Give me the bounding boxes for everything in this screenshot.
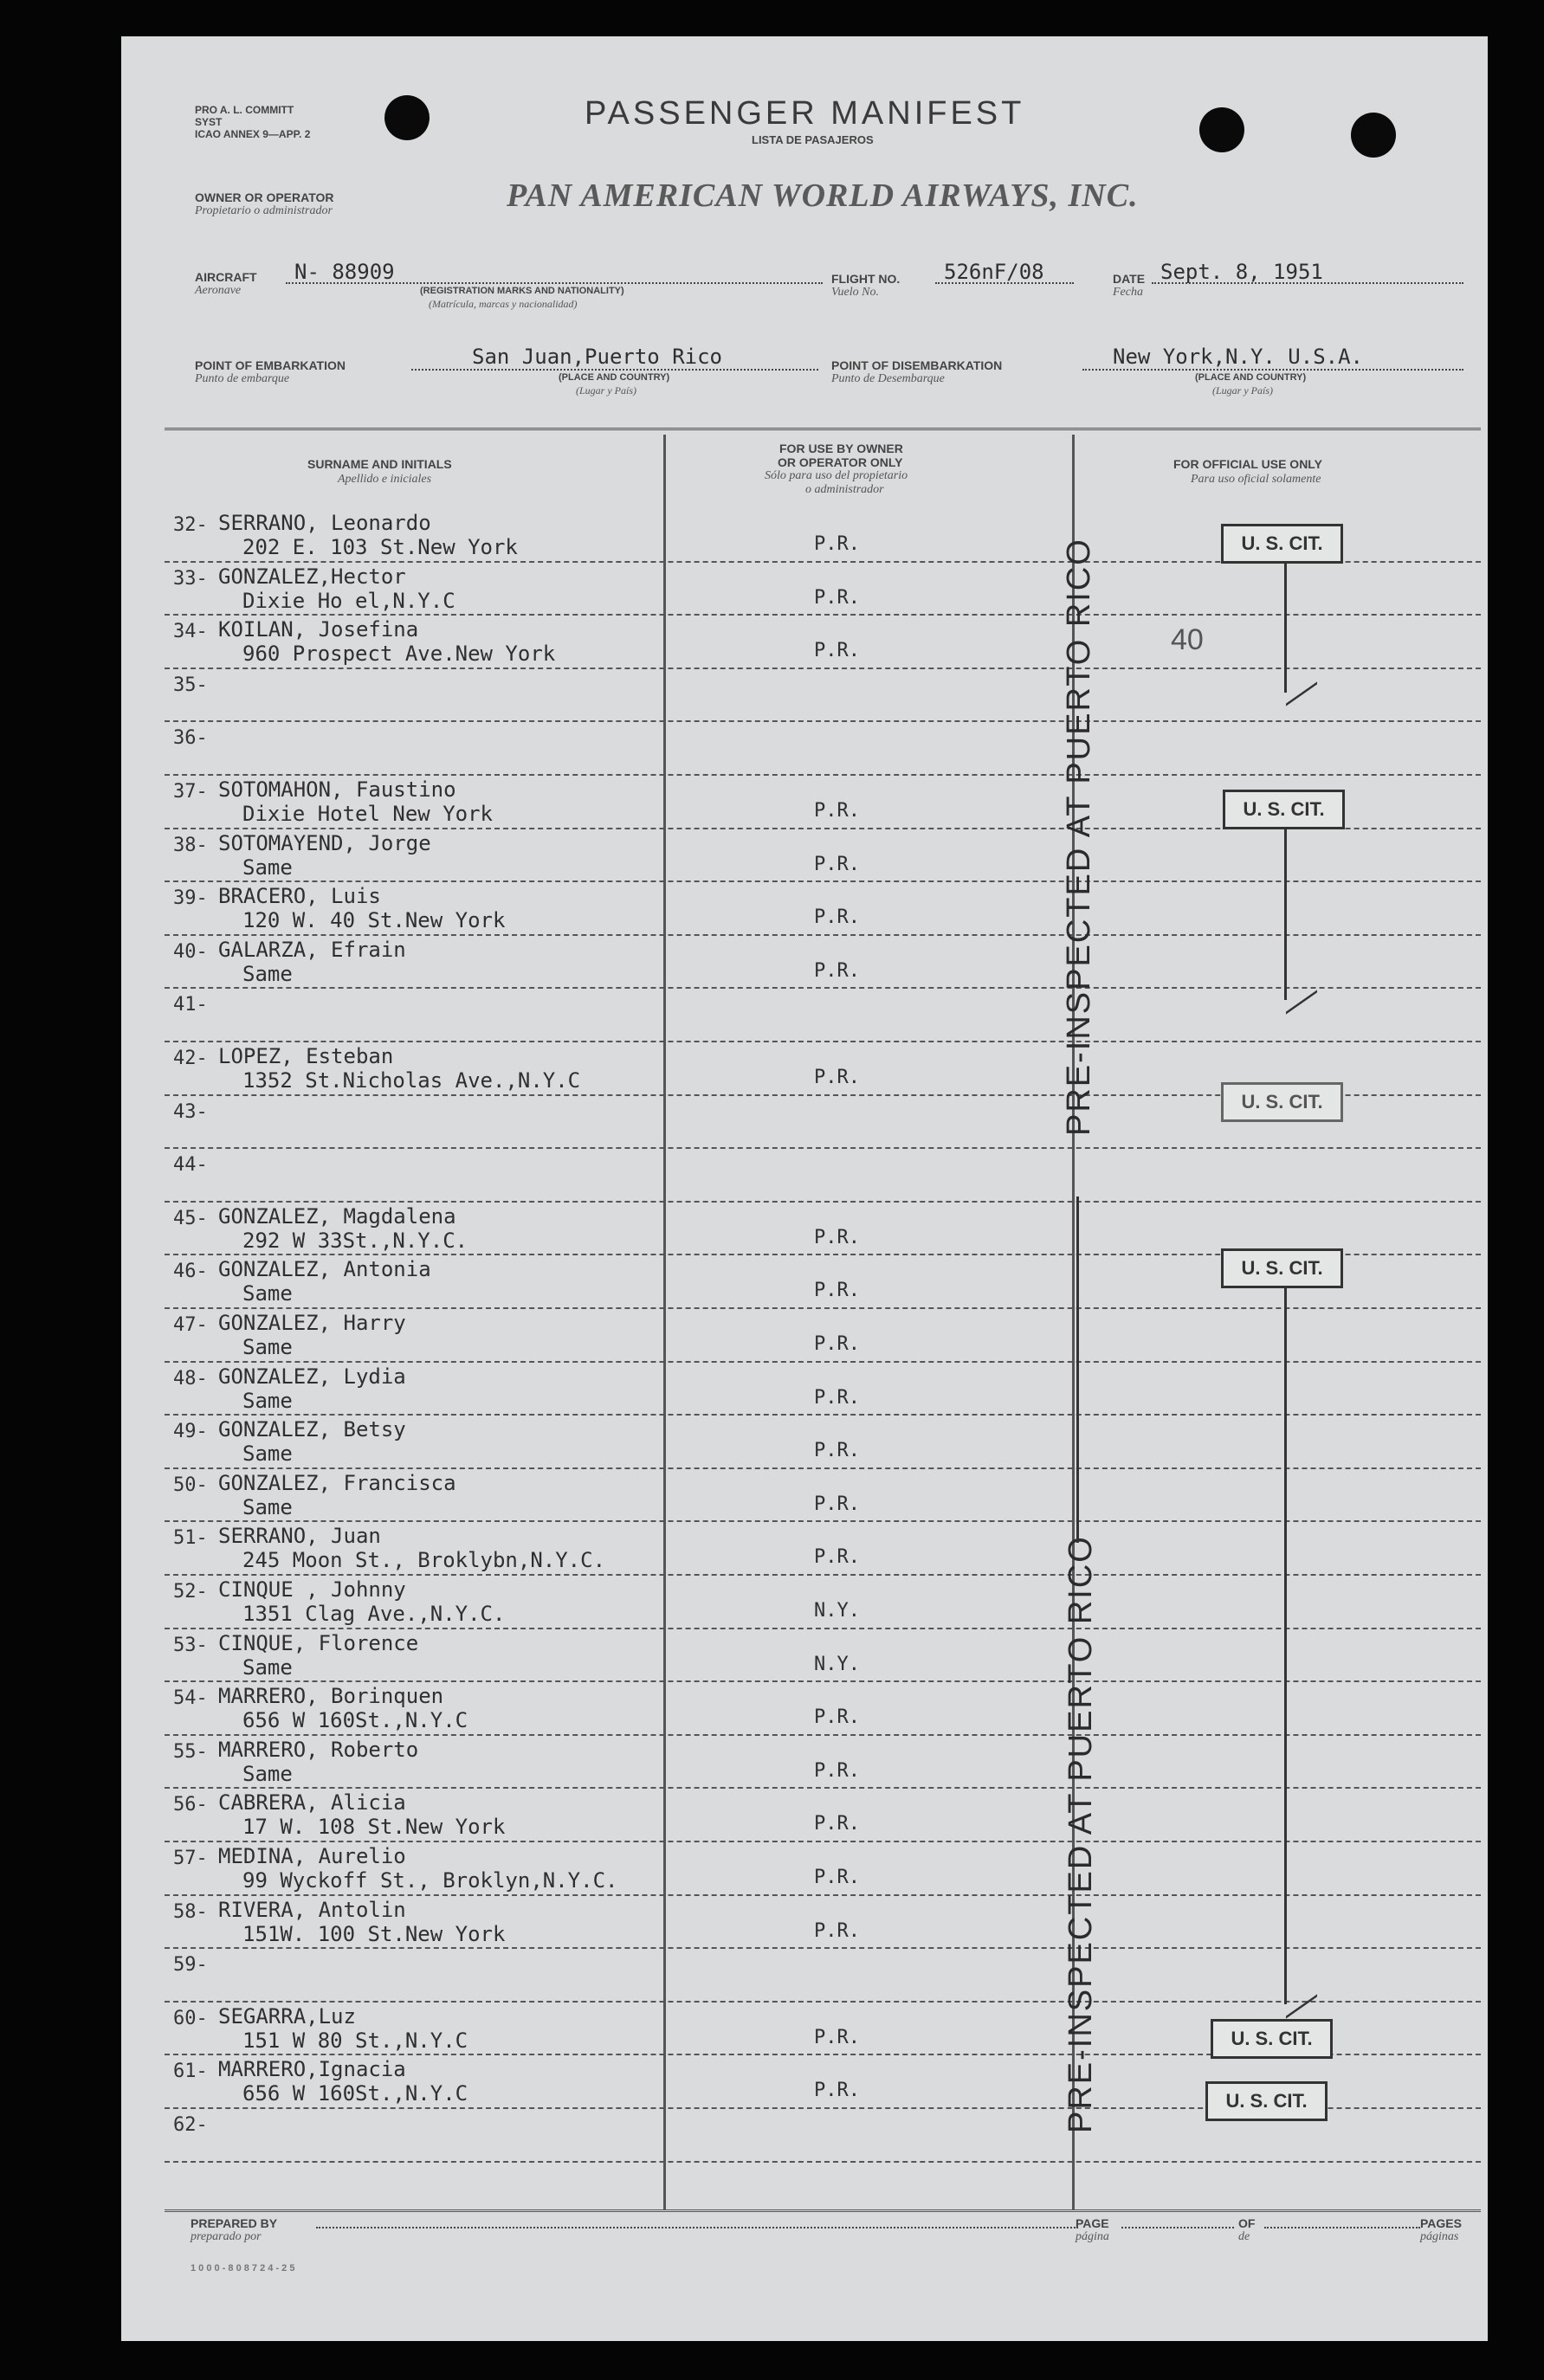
row-number: 43- — [173, 1100, 208, 1123]
col-surname-header-es: Apellido e iniciales — [338, 473, 432, 486]
row-rule — [165, 934, 1481, 936]
pages-label: PAGES — [1420, 2216, 1462, 2230]
page-label: PAGE — [1076, 2216, 1109, 2230]
embarkation-label-es: Punto de embarque — [195, 372, 290, 385]
row-number: 42- — [173, 1048, 208, 1069]
disembarkation-underline — [1082, 369, 1463, 371]
passenger-address: 656 W 160St.,N.Y.C — [242, 1708, 468, 1733]
row-rule — [165, 1787, 1481, 1789]
of-line — [1264, 2227, 1420, 2228]
embarkation-caption-es: (Lugar y País) — [576, 384, 636, 397]
row-rule — [165, 1361, 1481, 1363]
row-number: 53- — [173, 1634, 208, 1656]
col-owner-header-2: OR OPERATOR ONLY — [778, 455, 903, 469]
row-number: 41- — [173, 994, 208, 1016]
passenger-name: CABRERA, Alicia — [218, 1790, 406, 1816]
bracket-line — [1284, 827, 1287, 1000]
table-top-rule — [165, 428, 1481, 430]
us-cit-stamp: U. S. CIT. — [1221, 1082, 1343, 1122]
row-number: 47- — [173, 1314, 208, 1336]
flight-label: FLIGHT NO. — [831, 272, 901, 286]
passenger-name: GONZALEZ, Lydia — [218, 1364, 406, 1389]
row-number: 61- — [173, 2061, 208, 2083]
aircraft-label-es: Aeronave — [195, 284, 242, 297]
row-rule — [165, 1841, 1481, 1842]
flight-value: 526nF/08 — [944, 260, 1044, 284]
owner-use-mark: P.R. — [814, 1280, 860, 1302]
preinspected-stamp: PRE-INSPECTED AT PUERTO RICO — [1061, 538, 1097, 1136]
row-rule — [165, 1680, 1481, 1682]
passenger-address: Same — [242, 1281, 293, 1306]
owner-use-mark: N.Y. — [814, 1653, 860, 1675]
passenger-address: Dixie Hotel New York — [242, 802, 493, 826]
passenger-address: Same — [242, 1494, 293, 1519]
passenger-name: CINQUE, Florence — [218, 1630, 419, 1655]
row-number: 40- — [173, 940, 208, 963]
owner-use-mark: P.R. — [814, 1440, 860, 1462]
us-cit-stamp: U. S. CIT. — [1223, 790, 1345, 829]
embarkation-label: POINT OF EMBARKATION — [195, 358, 346, 372]
disembarkation-label: POINT OF DISEMBARKATION — [831, 358, 1003, 372]
preinspected-stamp: PRE-INSPECTED AT PUERTO RICO — [1063, 1535, 1099, 2133]
passenger-name: MEDINA, Aurelio — [218, 1844, 406, 1868]
date-underline — [1152, 282, 1463, 284]
disembarkation-caption-es: (Lugar y País) — [1212, 384, 1273, 397]
owner-use-mark: P.R. — [814, 1546, 860, 1569]
passenger-address: 151 W 80 St.,N.Y.C — [242, 2028, 468, 2053]
manifest-sheet — [121, 36, 1488, 2341]
passenger-name: GONZALEZ, Betsy — [218, 1417, 406, 1442]
embarkation-caption: (PLACE AND COUNTRY) — [559, 372, 670, 383]
punch-hole — [1199, 107, 1244, 152]
row-number: 54- — [173, 1687, 208, 1710]
passenger-name: KOILAN, Josefina — [218, 617, 419, 642]
owner-use-mark: P.R. — [814, 1813, 860, 1835]
col-owner-header-es-2: o administrador — [805, 483, 884, 496]
owner-use-mark: P.R. — [814, 959, 860, 982]
row-rule — [165, 987, 1481, 989]
us-cit-stamp: U. S. CIT. — [1205, 2081, 1328, 2121]
date-label-es: Fecha — [1113, 286, 1143, 299]
row-rule — [165, 1734, 1481, 1736]
passenger-name: GONZALEZ, Magdalena — [218, 1203, 456, 1229]
row-rule — [165, 1414, 1481, 1416]
page-subtitle: LISTA DE PASAJEROS — [752, 133, 874, 146]
row-rule — [165, 1947, 1481, 1949]
col-official-header: FOR OFFICIAL USE ONLY — [1173, 457, 1322, 471]
row-rule — [165, 774, 1481, 776]
passenger-name: SEGARRA,Luz — [218, 2003, 356, 2028]
row-number: 38- — [173, 834, 208, 856]
check-mark — [1286, 659, 1317, 706]
passenger-name: BRACERO, Luis — [218, 884, 381, 909]
us-cit-stamp: U. S. CIT. — [1221, 1248, 1343, 1288]
row-number: 37- — [173, 781, 208, 803]
col-surname-header: SURNAME AND INITIALS — [307, 457, 452, 471]
owner-label-es: Propietario o administrador — [195, 204, 333, 217]
passenger-name: CINQUE , Johnny — [218, 1577, 406, 1602]
owner-use-mark: P.R. — [814, 906, 860, 929]
row-rule — [165, 1520, 1481, 1522]
passenger-name: GONZALEZ,Hector — [218, 564, 406, 589]
passenger-address: 151W. 100 St.New York — [242, 1921, 506, 1946]
owner-use-mark: P.R. — [814, 586, 860, 609]
owner-value: PAN AMERICAN WORLD AIRWAYS, INC. — [507, 177, 1139, 214]
owner-use-mark: P.R. — [814, 1493, 860, 1515]
bracket-line — [1284, 1286, 1287, 2004]
row-number: 62- — [173, 2114, 208, 2136]
pages-label-es: páginas — [1420, 2230, 1459, 2243]
form-code: 1 0 0 0 - 8 0 8 7 2 4 - 2 5 — [191, 2263, 295, 2274]
passenger-address: 960 Prospect Ave.New York — [242, 642, 556, 667]
passenger-name: MARRERO,Ignacia — [218, 2057, 406, 2082]
aircraft-caption-es: (Matrícula, marcas y nacionalidad) — [429, 298, 578, 310]
row-number: 57- — [173, 1848, 208, 1869]
punch-hole — [1351, 113, 1396, 158]
us-cit-stamp: U. S. CIT. — [1221, 524, 1343, 564]
check-mark — [1286, 1971, 1317, 2018]
col-owner-header-es-1: Sólo para uso del propietario — [765, 469, 908, 482]
table-bottom-rule — [165, 2209, 1481, 2212]
row-number: 46- — [173, 1261, 208, 1283]
punch-hole — [384, 95, 430, 140]
owner-use-mark: P.R. — [814, 1067, 860, 1088]
form-reference-line-3: ICAO ANNEX 9—APP. 2 — [195, 128, 311, 140]
form-reference-line-2: SYST — [195, 116, 223, 128]
row-rule — [165, 1467, 1481, 1469]
owner-use-mark: P.R. — [814, 1919, 860, 1942]
aircraft-label: AIRCRAFT — [195, 270, 257, 284]
prepared-by-label: PREPARED BY — [191, 2216, 278, 2230]
passenger-name: RIVERA, Antolin — [218, 1897, 406, 1922]
row-number: 51- — [173, 1527, 208, 1550]
passenger-address: 292 W 33St.,N.Y.C. — [242, 1228, 468, 1253]
disembarkation-caption: (PLACE AND COUNTRY) — [1195, 372, 1307, 383]
us-cit-stamp: U. S. CIT. — [1211, 2019, 1333, 2059]
owner-use-mark: P.R. — [814, 2026, 860, 2048]
passenger-address: 17 W. 108 St.New York — [242, 1815, 506, 1840]
row-rule — [165, 1201, 1481, 1203]
row-number: 49- — [173, 1421, 208, 1443]
passenger-address: 202 E. 103 St.New York — [242, 535, 518, 559]
flight-underline — [935, 282, 1074, 284]
passenger-address: 1351 Clag Ave.,N.Y.C. — [242, 1602, 506, 1626]
passenger-address: Same — [242, 1761, 293, 1786]
row-rule — [165, 1041, 1481, 1042]
owner-use-mark: P.R. — [814, 1706, 860, 1729]
bracket-line — [1284, 561, 1287, 693]
owner-label: OWNER OR OPERATOR — [195, 190, 334, 204]
owner-use-mark: P.R. — [814, 1867, 860, 1888]
row-number: 55- — [173, 1740, 208, 1763]
aircraft-caption: (REGISTRATION MARKS AND NATIONALITY) — [420, 286, 624, 296]
passenger-name: GONZALEZ, Antonia — [218, 1257, 431, 1282]
row-number: 36- — [173, 727, 208, 750]
col-official-header-es: Para uso oficial solamente — [1191, 473, 1321, 486]
passenger-address: 99 Wyckoff St., Broklyn,N.Y.C. — [242, 1868, 618, 1893]
page-line — [1121, 2227, 1234, 2228]
row-rule — [165, 1147, 1481, 1149]
row-number: 35- — [173, 674, 208, 696]
row-number: 52- — [173, 1581, 208, 1603]
passenger-name: GONZALEZ, Harry — [218, 1311, 406, 1335]
embarkation-underline — [411, 369, 818, 371]
col-owner-header-1: FOR USE BY OWNER — [779, 442, 903, 455]
of-label: OF — [1238, 2216, 1256, 2230]
row-number: 32- — [173, 514, 208, 536]
row-number: 58- — [173, 1900, 208, 1923]
prepared-by-label-es: preparado por — [191, 2230, 262, 2243]
stamp-arrow — [1076, 1196, 1079, 1543]
date-value: Sept. 8, 1951 — [1160, 260, 1323, 284]
row-number: 48- — [173, 1367, 208, 1390]
passenger-name: SOTOMAHON, Faustino — [218, 777, 456, 802]
column-divider — [663, 435, 666, 2209]
passenger-address: 656 W 160St.,N.Y.C — [242, 2081, 468, 2106]
row-rule — [165, 1307, 1481, 1309]
passenger-name: GONZALEZ, Francisca — [218, 1470, 456, 1495]
passenger-address: 120 W. 40 St.New York — [242, 908, 506, 933]
row-number: 33- — [173, 567, 208, 590]
page-label-es: página — [1076, 2230, 1109, 2243]
row-rule — [165, 668, 1481, 669]
passenger-address: Dixie Ho el,N.Y.C — [242, 588, 455, 613]
row-number: 44- — [173, 1154, 208, 1177]
passenger-address: Same — [242, 855, 293, 880]
flight-label-es: Vuelo No. — [831, 286, 879, 299]
owner-use-mark: P.R. — [814, 1759, 860, 1782]
passenger-address: Same — [242, 1654, 293, 1680]
owner-use-mark: P.R. — [814, 2080, 860, 2102]
row-number: 34- — [173, 621, 208, 643]
prepared-by-line — [316, 2227, 1078, 2228]
owner-use-mark: N.Y. — [814, 1600, 860, 1622]
row-rule — [165, 880, 1481, 882]
row-number: 45- — [173, 1207, 208, 1229]
row-rule — [165, 1894, 1481, 1896]
count-mark: 40 — [1171, 623, 1204, 656]
row-number: 39- — [173, 887, 208, 910]
disembarkation-value: New York,N.Y. U.S.A. — [1113, 345, 1363, 369]
passenger-name: MARRERO, Roberto — [218, 1737, 419, 1762]
row-rule — [165, 1628, 1481, 1629]
passenger-name: SOTOMAYEND, Jorge — [218, 830, 431, 855]
passenger-name: SERRANO, Leonardo — [218, 511, 431, 535]
passenger-name: MARRERO, Borinquen — [218, 1684, 444, 1709]
owner-use-mark: P.R. — [814, 1226, 860, 1248]
row-rule — [165, 614, 1481, 616]
row-number: 60- — [173, 2007, 208, 2029]
passenger-name: SERRANO, Juan — [218, 1524, 381, 1549]
row-rule — [165, 720, 1481, 722]
passenger-address: 1352 St.Nicholas Ave.,N.Y.C — [242, 1068, 581, 1093]
embarkation-value: San Juan,Puerto Rico — [472, 345, 722, 369]
passenger-address: Same — [242, 1335, 293, 1359]
row-number: 56- — [173, 1794, 208, 1816]
owner-use-mark: P.R. — [814, 853, 860, 875]
passenger-address: 245 Moon St., Broklybn,N.Y.C. — [242, 1548, 606, 1573]
owner-use-mark: P.R. — [814, 1333, 860, 1355]
date-label: DATE — [1113, 272, 1146, 286]
row-number: 50- — [173, 1474, 208, 1496]
row-rule — [165, 2001, 1481, 2003]
owner-use-mark: P.R. — [814, 800, 860, 822]
form-reference-line-1: PRO A. L. COMMITT — [195, 104, 294, 116]
row-rule — [165, 2161, 1481, 2163]
aircraft-value: N- 88909 — [294, 260, 395, 284]
owner-use-mark: P.R. — [814, 640, 860, 662]
passenger-address: Same — [242, 1442, 293, 1467]
of-label-es: de — [1238, 2230, 1250, 2243]
aircraft-underline — [286, 282, 823, 284]
owner-use-mark: P.R. — [814, 1386, 860, 1409]
disembarkation-label-es: Punto de Desembarque — [831, 372, 945, 385]
passenger-name: LOPEZ, Esteban — [218, 1044, 394, 1068]
passenger-address: Same — [242, 1388, 293, 1413]
page-title: PASSENGER MANIFEST — [585, 95, 1025, 132]
owner-use-mark: P.R. — [814, 533, 860, 555]
check-mark — [1286, 967, 1317, 1014]
row-rule — [165, 1574, 1481, 1576]
passenger-address: Same — [242, 961, 293, 986]
row-number: 59- — [173, 1954, 208, 1977]
passenger-name: GALARZA, Efrain — [218, 937, 406, 962]
